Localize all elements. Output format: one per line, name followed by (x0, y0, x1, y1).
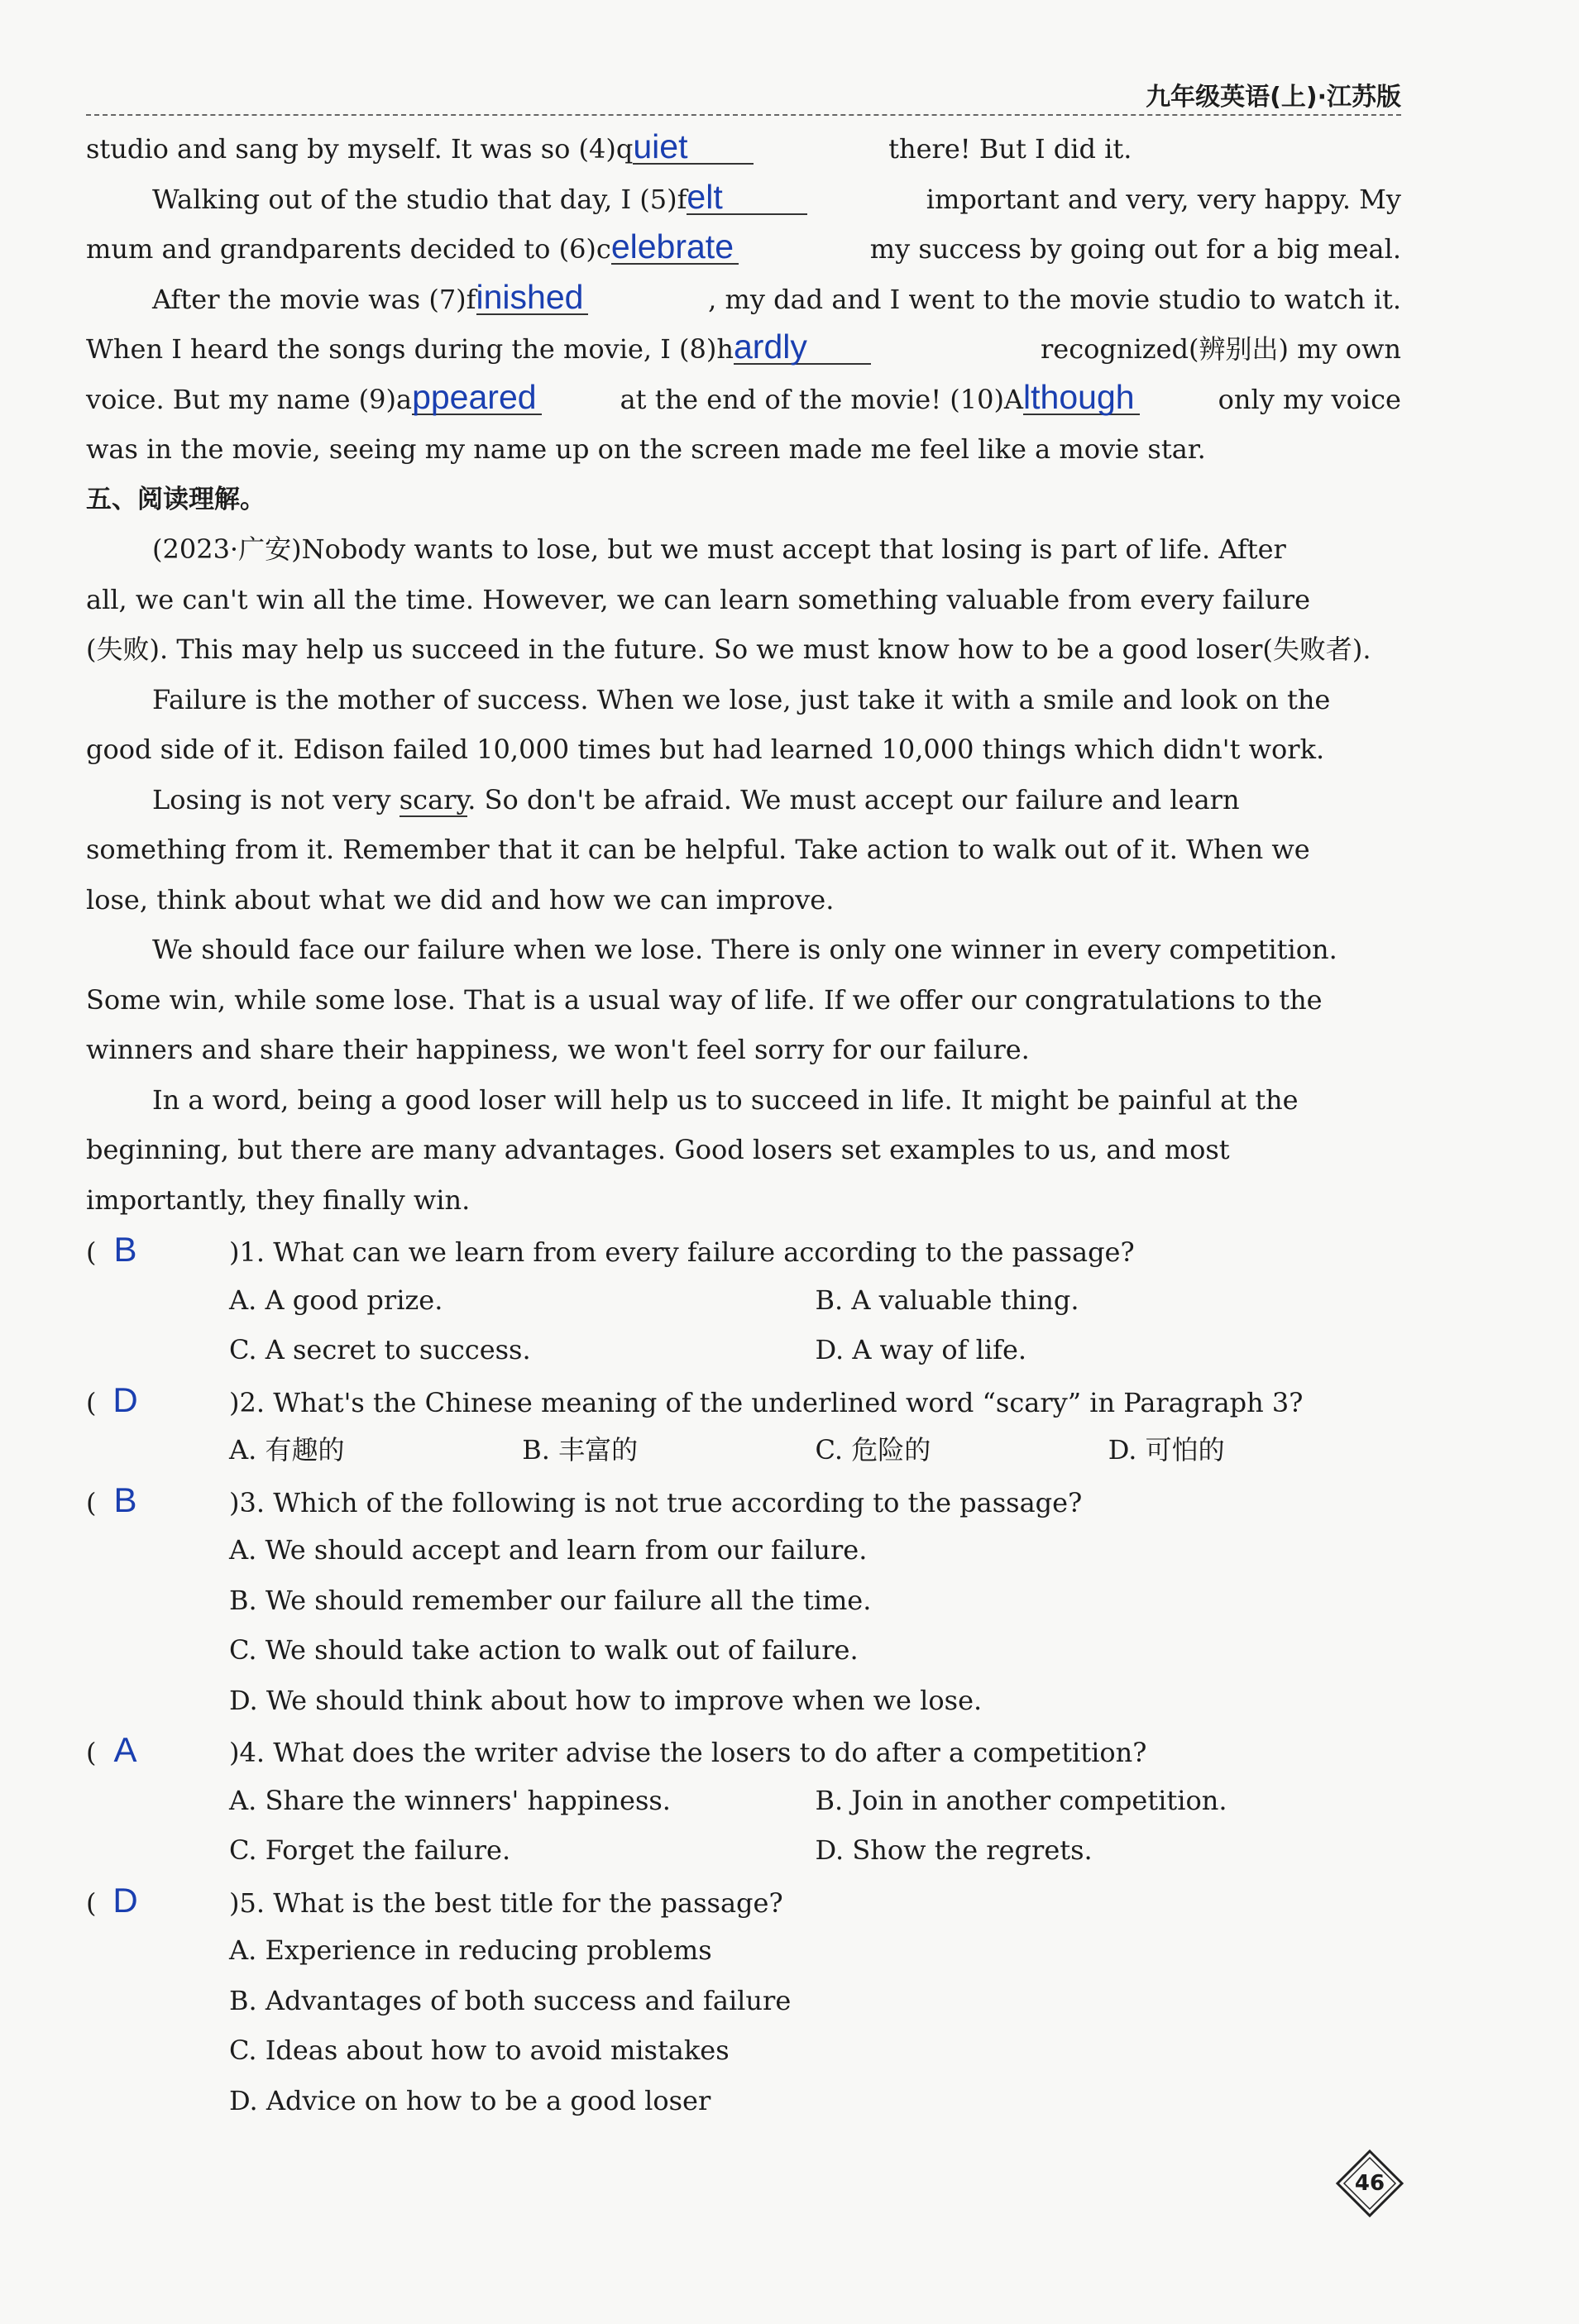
question-2: ( D )2. What's the Chinese meaning of the underlined word “scary” in Paragraph 3? (86, 1375, 1401, 1426)
passage-text: After the movie was (7)finished (152, 275, 588, 325)
question-stem: )2. What's the Chinese meaning of the underlined word “scary” in Paragraph 3? (229, 1386, 1304, 1418)
options-row (86, 2076, 1401, 2126)
options-row (86, 1425, 1401, 1475)
reading-line: good side of it. Edison failed 10,000 times but had learned 10,000 things which didn't work. (86, 734, 1325, 765)
question-stem: )3. Which of the following is not true according to the passage? (229, 1486, 1083, 1518)
answer-letter: D (112, 1880, 138, 1920)
reading-line: (2023·广安)Nobody wants to lose, but we must accept that losing is part of life. After (152, 533, 1286, 565)
passage-text: studio and sang by myself. It was so (4)quiet (86, 124, 754, 175)
passage-text: important and very, very happy. My (926, 183, 1401, 215)
question-1: ( B )1. What can we learn from every failure according to the passage? (86, 1225, 1401, 1275)
reading-line: We should face our failure when we lose. There is only one winner in every competition. (152, 934, 1337, 965)
option: D. 可怕的 (1108, 1434, 1225, 1466)
question-4: ( A )4. What does the writer advise the losers to do after a competition? (86, 1725, 1401, 1776)
options-row (86, 1925, 1401, 1976)
option: D. We should think about how to improve when we lose. (229, 1684, 983, 1716)
option: B. Join in another competition. (815, 1784, 1227, 1816)
options-row (86, 1625, 1401, 1676)
question-stem: )5. What is the best title for the passage? (229, 1886, 783, 1919)
option: A. Experience in reducing problems (229, 1934, 712, 1966)
option: C. Forget the failure. (229, 1834, 511, 1866)
answer-blank: uiet (633, 130, 754, 165)
passage-line (86, 424, 1401, 475)
options-row (86, 1275, 1401, 1326)
reading-line: Some win, while some lose. That is a usual way of life. If we offer our congratulations to the (86, 983, 1323, 1016)
answer-letter: B (113, 1480, 137, 1519)
reading-line: (失败). This may help us succeed in the future. So we must know how to be a good loser(失败者). (86, 634, 1371, 665)
reading-line: beginning, but there are many advantages. Good losers set examples to us, and most (86, 1134, 1230, 1165)
options-row (86, 1525, 1401, 1576)
page-content (86, 124, 1401, 2126)
option: A. We should accept and learn from our failure. (229, 1534, 868, 1566)
reading-line: winners and share their happiness, we won't feel sorry for our failure. (86, 1034, 1030, 1065)
option: A. Share the winners' happiness. (229, 1784, 671, 1816)
passage-text: my success by going out for a big meal. (869, 233, 1401, 265)
passage-text: was in the movie, seeing my name up on the screen made me feel like a movie star. (86, 433, 1206, 465)
passage-text: Walking out of the studio that day, I (5)felt (152, 175, 807, 225)
option: A. A good prize. (229, 1284, 443, 1316)
header-title: 九年级英语(上)·江苏版 (1146, 83, 1401, 112)
page-number: 46 (1354, 2171, 1385, 2196)
option: D. Show the regrets. (815, 1834, 1093, 1866)
options-row (86, 1976, 1401, 2026)
option: A. 有趣的 (229, 1434, 345, 1466)
answer-blank: lthough (1023, 380, 1140, 415)
passage-text: at the end of the movie! (10)Although (620, 375, 1140, 425)
options-row (86, 1776, 1401, 1826)
passage-line (86, 124, 1401, 175)
options-row (86, 1825, 1401, 1876)
reading-line: something from it. Remember that it can be helpful. Take action to walk out of it. When we (86, 834, 1310, 865)
passage-text: recognized(辨别出) my own (1040, 333, 1401, 365)
reading-line: all, we can't win all the time. However, we can learn something valuable from every failure (86, 583, 1310, 615)
option: B. Advantages of both success and failure (229, 1984, 792, 2016)
reading-line: In a word, being a good loser will help us to succeed in life. It might be painful at the (152, 1083, 1299, 1116)
underlined-word: scary (399, 783, 468, 815)
passage-line (86, 375, 1401, 425)
header-divider (86, 114, 1401, 116)
question-5: ( D )5. What is the best title for the passage? (86, 1876, 1401, 1926)
answer-blank: inished (476, 280, 589, 315)
page-number-badge (1335, 2149, 1404, 2218)
reading-line: lose, think about what we did and how we can improve. (86, 883, 835, 916)
passage-line (86, 324, 1401, 375)
option: C. Ideas about how to avoid mistakes (229, 2035, 730, 2066)
answer-blank: elebrate (611, 230, 739, 265)
section-heading (86, 475, 1401, 525)
option: B. A valuable thing. (815, 1284, 1079, 1316)
answer-blank: elt (687, 180, 807, 215)
passage-line (86, 175, 1401, 225)
passage-text: only my voice (1218, 383, 1401, 415)
option: B. We should remember our failure all the time. (229, 1584, 872, 1616)
reading-line: Failure is the mother of success. When we lose, just take it with a smile and look on the (152, 683, 1331, 715)
passage-text: mum and grandparents decided to (6)celebrate (86, 224, 739, 275)
passage-text: , my dad and I went to the movie studio to watch it. (708, 283, 1401, 315)
passage-line (86, 275, 1401, 325)
answer-letter: D (112, 1380, 138, 1419)
options-row (86, 1676, 1401, 1726)
passage-text: there! But I did it. (888, 133, 1132, 165)
option: B. 丰富的 (522, 1434, 639, 1466)
option: D. A way of life. (815, 1334, 1027, 1365)
question-stem: )4. What does the writer advise the losers to do after a competition? (229, 1737, 1147, 1768)
reading-line: Losing is not very scary. So don't be afraid. We must accept our failure and learn (152, 783, 1240, 815)
page-header (86, 76, 1401, 116)
option: C. 危险的 (815, 1434, 931, 1466)
options-row (86, 1576, 1401, 1626)
option: C. We should take action to walk out of failure. (229, 1634, 859, 1666)
answer-letter: B (113, 1230, 137, 1269)
options-row (86, 2025, 1401, 2076)
option: C. A secret to success. (229, 1334, 531, 1365)
option: D. Advice on how to be a good loser (229, 2084, 711, 2116)
passage-text: When I heard the songs during the movie, I (8)hardly (86, 324, 871, 375)
section-title: 五、阅读理解。 (86, 484, 266, 514)
answer-letter: A (113, 1730, 137, 1769)
answer-blank: ardly (734, 330, 871, 365)
question-3: ( B )3. Which of the following is not true according to the passage? (86, 1475, 1401, 1526)
answer-blank: ppeared (412, 380, 541, 415)
options-row (86, 1325, 1401, 1375)
passage-text: voice. But my name (9)appeared (86, 375, 542, 425)
passage-line (86, 224, 1401, 275)
reading-line: importantly, they finally win. (86, 1184, 471, 1216)
question-stem: )1. What can we learn from every failure according to the passage? (229, 1236, 1135, 1268)
